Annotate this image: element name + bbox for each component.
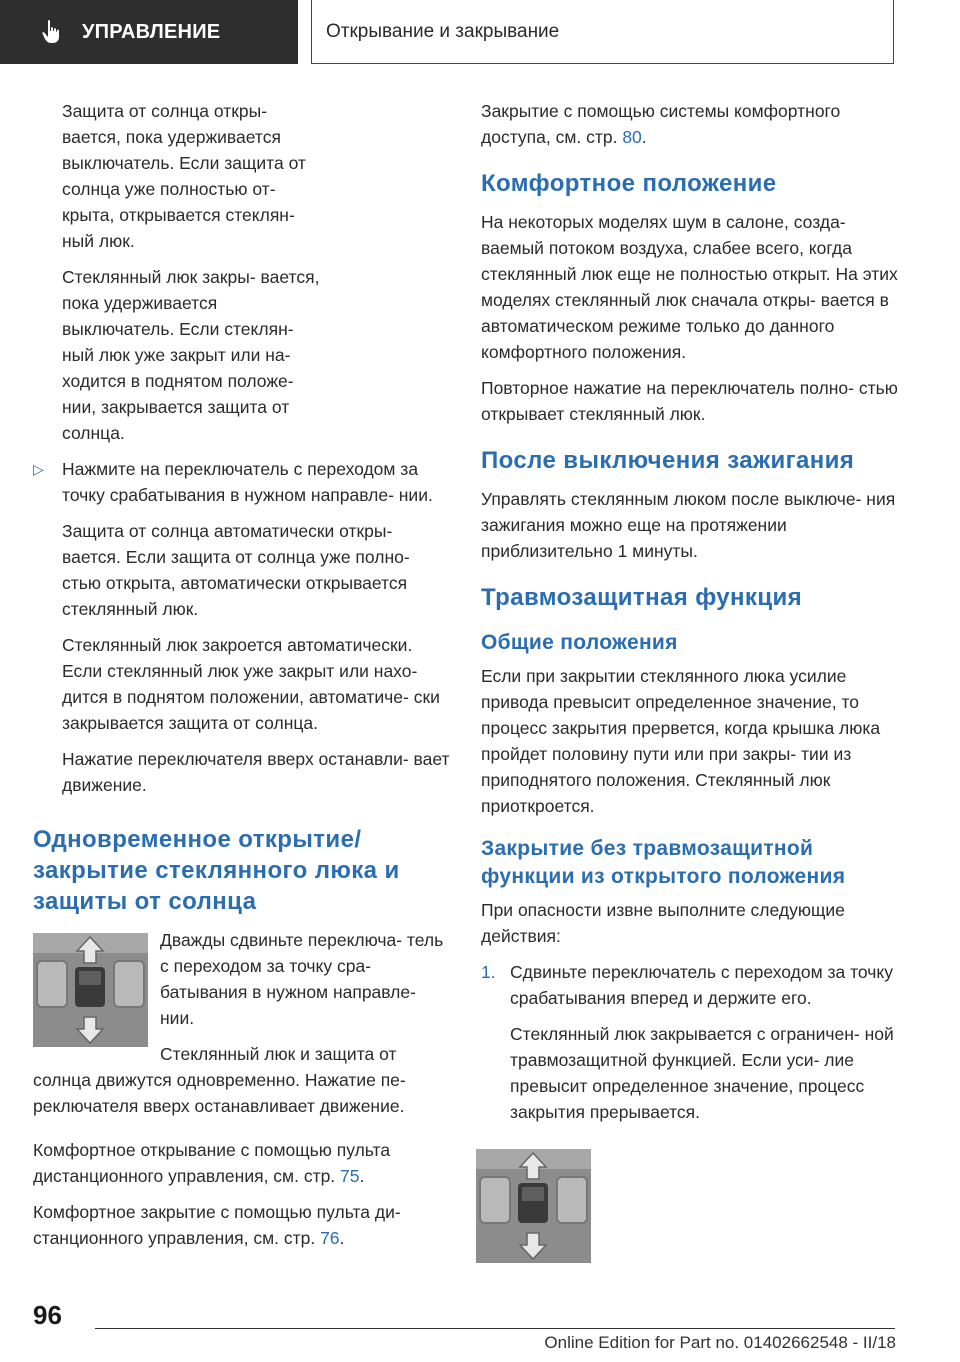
paragraph: Комфортное закрытие с помощью пульта ди- станционного управления, см. стр. 76.: [33, 1202, 401, 1248]
paragraph: Дважды сдвиньте переключа- тель с переходом за точку сра- батывания в нужном направле- нии.: [160, 930, 444, 1028]
heading-general: Общие положения: [481, 631, 678, 654]
numbered-step: [481, 959, 901, 1021]
section-title: УПРАВЛЕНИЕ: [82, 20, 221, 43]
page-number: 96: [33, 1300, 62, 1330]
switch-illustration: [33, 933, 148, 1047]
triangle-bullet-icon: ▷: [33, 461, 44, 477]
paragraph: Нажатие переключателя вверх останавли- вает движение.: [62, 749, 450, 795]
paragraph: Стеклянный люк закрывается с ограничен- ной травмозащитной функцией. Если уси- лие превысит определенное значение, процесс закрытия прерывается.: [510, 1024, 894, 1122]
bullet-item: [33, 456, 453, 508]
heading-simultaneous: Одновременное открытие/ закрытие стеклянного люка и защиты от солнца: [33, 826, 400, 915]
right-column: [481, 98, 901, 1268]
section-tab: [0, 0, 298, 64]
step-number: 1.: [481, 962, 496, 982]
paragraph: Стеклянный люк закроется автоматически. Если стеклянный люк уже закрыт или нахо- дится в поднятом положении, автоматиче- ски закрывается защита от солнца.: [62, 635, 440, 733]
paragraph: Закрытие с помощью системы комфортного доступа, см. стр. 80.: [481, 101, 841, 147]
hand-pointer-icon: [40, 19, 64, 45]
paragraph: Стеклянный люк закры- вается, пока удерживается выключатель. Если стеклян- ный люк уже закрыт или на- ходится в поднятом положе- нии, закрывается защита от солнца.: [62, 267, 320, 443]
heading-pinch-protection: Травмозащитная функция: [481, 584, 803, 611]
paragraph: Комфортное открывание с помощью пульта дистанционного управления, см. стр. 75.: [33, 1140, 391, 1186]
paragraph: Если при закрытии стеклянного люка усилие привода превысит определенное значение, то процесс закрытия прервется, когда крышка люка пройдет половину пути или при закры- тии из приподнятого положения. Стеклянный люк приоткроется.: [481, 666, 881, 816]
paragraph: Стеклянный люк и защита от солнца движутся одновременно. Нажатие пе- реключателя вверх останавливает движение.: [33, 1044, 406, 1116]
paragraph: На некоторых моделях шум в салоне, созда- ваемый потоком воздуха, слабее всего, когда стеклянный люк еще не полностью открыт. На этих моделях стеклянный люк сначала откры- вается в автоматическом режиме только до данного комфортного положения.: [481, 212, 898, 362]
chapter-box: [311, 0, 894, 64]
page-link-76[interactable]: 76: [320, 1228, 340, 1248]
paragraph: Повторное нажатие на переключатель полно- стью открывает стеклянный люк.: [481, 378, 898, 424]
paragraph: Защита от солнца автоматически откры- вается. Если защита от солнца уже полно- стью открыта, автоматически открывается стеклянный люк.: [62, 521, 410, 619]
heading-comfort-position: Комфортное положение: [481, 170, 777, 197]
bullet-text: Нажмите на переключатель с переходом за точку срабатывания в нужном направле- нии.: [62, 459, 433, 505]
heading-close-without-protection: Закрытие без травмозащитной функции из открытого положения: [481, 837, 846, 888]
chapter-title: Открывание и закрывание: [326, 20, 560, 42]
paragraph: Защита от солнца откры- вается, пока удерживается выключатель. Если защита от солнца уже полностью от- крыта, открывается стеклян- ный люк.: [62, 101, 306, 251]
footer-divider: [95, 1328, 895, 1329]
switch-illustration: [476, 1149, 591, 1263]
footer-edition: Online Edition for Part no. 01402662548 - II/18: [544, 1333, 896, 1352]
page-link-80[interactable]: 80: [622, 127, 642, 147]
paragraph: Управлять стеклянным люком после выключе- ния зажигания можно еще на протяжении приблизительно 1 минуты.: [481, 489, 896, 561]
left-column: [33, 98, 453, 1261]
paragraph: При опасности извне выполните следующие действия:: [481, 900, 845, 946]
heading-after-ignition: После выключения зажигания: [481, 447, 855, 474]
page-link-75[interactable]: 75: [340, 1166, 360, 1186]
step-text: Сдвиньте переключатель с переходом за точку срабатывания вперед и держите его.: [510, 962, 894, 1008]
